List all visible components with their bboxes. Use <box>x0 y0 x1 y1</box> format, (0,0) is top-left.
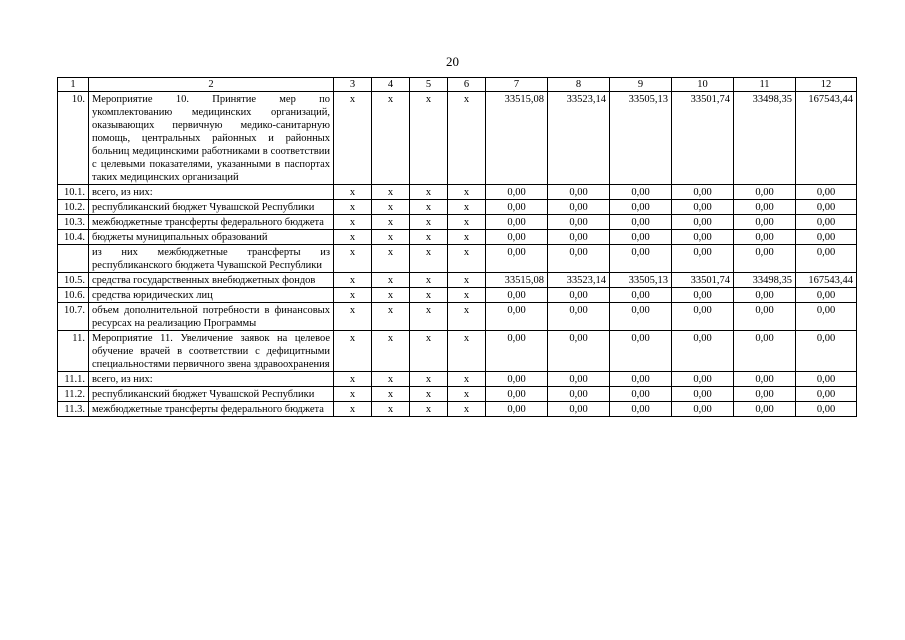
row-number-cell: 10.6. <box>58 288 89 303</box>
table-row <box>58 200 857 215</box>
column-header: 10 <box>672 78 734 92</box>
code-cell: х <box>334 215 372 230</box>
column-header: 3 <box>334 78 372 92</box>
code-cell: х <box>334 245 372 273</box>
amount-cell: 0,00 <box>486 303 548 331</box>
row-number-cell: 10.1. <box>58 185 89 200</box>
amount-cell: 0,00 <box>734 200 796 215</box>
code-cell: х <box>372 331 410 372</box>
column-header: 1 <box>58 78 89 92</box>
amount-cell: 0,00 <box>672 288 734 303</box>
amount-cell: 0,00 <box>610 230 672 245</box>
amount-cell: 0,00 <box>796 245 857 273</box>
table-row <box>58 215 857 230</box>
row-name-cell: межбюджетные трансферты федерального бюджета <box>89 215 334 230</box>
code-cell: х <box>448 331 486 372</box>
code-cell: х <box>448 288 486 303</box>
code-cell: х <box>334 185 372 200</box>
row-name-cell: межбюджетные трансферты федерального бюджета <box>89 402 334 417</box>
column-header: 8 <box>548 78 610 92</box>
amount-cell: 0,00 <box>796 303 857 331</box>
code-cell: х <box>372 92 410 185</box>
row-name-cell: всего, из них: <box>89 372 334 387</box>
code-cell: х <box>372 372 410 387</box>
amount-cell: 0,00 <box>486 372 548 387</box>
code-cell: х <box>410 387 448 402</box>
amount-cell: 0,00 <box>486 288 548 303</box>
amount-cell: 0,00 <box>796 331 857 372</box>
amount-cell: 0,00 <box>548 288 610 303</box>
amount-cell: 0,00 <box>610 185 672 200</box>
row-number-cell: 10.2. <box>58 200 89 215</box>
amount-cell: 0,00 <box>486 402 548 417</box>
code-cell: х <box>372 303 410 331</box>
row-number-cell <box>58 245 89 273</box>
row-name-cell: объем дополнительной потребности в финансовых ресурсах на реализацию Программы <box>89 303 334 331</box>
table-row <box>58 372 857 387</box>
amount-cell: 33505,13 <box>610 273 672 288</box>
amount-cell: 33523,14 <box>548 273 610 288</box>
amount-cell: 0,00 <box>796 200 857 215</box>
table-row <box>58 92 857 185</box>
row-name-cell: средства государственных внебюджетных фондов <box>89 273 334 288</box>
amount-cell: 0,00 <box>796 185 857 200</box>
table-body <box>58 78 857 417</box>
code-cell: х <box>410 230 448 245</box>
amount-cell: 0,00 <box>734 245 796 273</box>
budget-table <box>57 77 857 417</box>
code-cell: х <box>448 387 486 402</box>
amount-cell: 0,00 <box>548 402 610 417</box>
amount-cell: 33505,13 <box>610 92 672 185</box>
row-name-cell: из них межбюджетные трансферты из республиканского бюджета Чувашской Республики <box>89 245 334 273</box>
code-cell: х <box>334 387 372 402</box>
amount-cell: 167543,44 <box>796 92 857 185</box>
code-cell: х <box>410 288 448 303</box>
table-row <box>58 245 857 273</box>
amount-cell: 0,00 <box>734 372 796 387</box>
column-header: 12 <box>796 78 857 92</box>
amount-cell: 0,00 <box>548 331 610 372</box>
amount-cell: 0,00 <box>548 387 610 402</box>
code-cell: х <box>410 92 448 185</box>
row-number-cell: 11.3. <box>58 402 89 417</box>
table-row <box>58 273 857 288</box>
code-cell: х <box>334 200 372 215</box>
amount-cell: 0,00 <box>548 185 610 200</box>
table-row <box>58 402 857 417</box>
table-row <box>58 387 857 402</box>
amount-cell: 0,00 <box>548 215 610 230</box>
amount-cell: 0,00 <box>486 230 548 245</box>
row-number-cell: 10.3. <box>58 215 89 230</box>
code-cell: х <box>334 273 372 288</box>
amount-cell: 0,00 <box>734 215 796 230</box>
code-cell: х <box>334 303 372 331</box>
row-number-cell: 10.5. <box>58 273 89 288</box>
row-number-cell: 11.1. <box>58 372 89 387</box>
code-cell: х <box>448 402 486 417</box>
row-number-cell: 10.4. <box>58 230 89 245</box>
column-header: 4 <box>372 78 410 92</box>
amount-cell: 0,00 <box>734 331 796 372</box>
amount-cell: 0,00 <box>486 215 548 230</box>
code-cell: х <box>448 273 486 288</box>
code-cell: х <box>410 372 448 387</box>
code-cell: х <box>410 331 448 372</box>
amount-cell: 0,00 <box>486 387 548 402</box>
code-cell: х <box>372 215 410 230</box>
row-number-cell: 11. <box>58 331 89 372</box>
code-cell: х <box>334 402 372 417</box>
code-cell: х <box>372 273 410 288</box>
code-cell: х <box>372 402 410 417</box>
amount-cell: 0,00 <box>796 387 857 402</box>
amount-cell: 0,00 <box>796 372 857 387</box>
page-number: 20 <box>446 54 459 69</box>
code-cell: х <box>334 288 372 303</box>
amount-cell: 0,00 <box>548 303 610 331</box>
amount-cell: 0,00 <box>672 402 734 417</box>
code-cell: х <box>334 92 372 185</box>
amount-cell: 0,00 <box>610 215 672 230</box>
amount-cell: 0,00 <box>734 387 796 402</box>
amount-cell: 0,00 <box>672 387 734 402</box>
code-cell: х <box>448 215 486 230</box>
column-header: 2 <box>89 78 334 92</box>
row-name-cell: средства юридических лиц <box>89 288 334 303</box>
amount-cell: 0,00 <box>486 200 548 215</box>
code-cell: х <box>448 303 486 331</box>
amount-cell: 0,00 <box>610 303 672 331</box>
amount-cell: 0,00 <box>796 215 857 230</box>
amount-cell: 0,00 <box>734 303 796 331</box>
code-cell: х <box>448 245 486 273</box>
table-row <box>58 303 857 331</box>
amount-cell: 0,00 <box>610 372 672 387</box>
amount-cell: 0,00 <box>672 230 734 245</box>
code-cell: х <box>410 245 448 273</box>
amount-cell: 0,00 <box>672 185 734 200</box>
amount-cell: 0,00 <box>548 245 610 273</box>
row-number-cell: 10. <box>58 92 89 185</box>
amount-cell: 0,00 <box>486 331 548 372</box>
amount-cell: 0,00 <box>734 185 796 200</box>
table-row <box>58 288 857 303</box>
amount-cell: 0,00 <box>734 288 796 303</box>
amount-cell: 0,00 <box>672 372 734 387</box>
code-cell: х <box>410 215 448 230</box>
amount-cell: 33498,35 <box>734 92 796 185</box>
code-cell: х <box>410 402 448 417</box>
code-cell: х <box>448 230 486 245</box>
amount-cell: 33501,74 <box>672 273 734 288</box>
code-cell: х <box>334 372 372 387</box>
code-cell: х <box>448 200 486 215</box>
amount-cell: 0,00 <box>610 200 672 215</box>
code-cell: х <box>410 200 448 215</box>
table-row <box>58 185 857 200</box>
amount-cell: 33515,08 <box>486 273 548 288</box>
column-header: 7 <box>486 78 548 92</box>
code-cell: х <box>410 303 448 331</box>
amount-cell: 33498,35 <box>734 273 796 288</box>
column-header: 5 <box>410 78 448 92</box>
code-cell: х <box>410 185 448 200</box>
amount-cell: 0,00 <box>672 303 734 331</box>
code-cell: х <box>372 288 410 303</box>
column-header: 6 <box>448 78 486 92</box>
column-header: 9 <box>610 78 672 92</box>
row-number-cell: 11.2. <box>58 387 89 402</box>
code-cell: х <box>372 245 410 273</box>
header-row <box>58 78 857 92</box>
amount-cell: 0,00 <box>610 288 672 303</box>
amount-cell: 0,00 <box>672 200 734 215</box>
amount-cell: 0,00 <box>796 288 857 303</box>
amount-cell: 0,00 <box>672 245 734 273</box>
code-cell: х <box>372 387 410 402</box>
row-name-cell: Мероприятие 10. Принятие мер по укомплектованию медицинских организаций, оказывающих первичную медико-санитарную помощь, центральных районных и районных больниц медицинскими работниками в соответствии с целевыми показателями, указанными в паспортах таких медицинских организаций <box>89 92 334 185</box>
code-cell: х <box>334 331 372 372</box>
amount-cell: 0,00 <box>548 372 610 387</box>
row-name-cell: Мероприятие 11. Увеличение заявок на целевое обучение врачей в соответствии с дефицитными специальностями первичного звена здравоохранения <box>89 331 334 372</box>
amount-cell: 0,00 <box>610 245 672 273</box>
amount-cell: 0,00 <box>486 185 548 200</box>
amount-cell: 0,00 <box>548 200 610 215</box>
code-cell: х <box>372 200 410 215</box>
row-name-cell: республиканский бюджет Чувашской Республики <box>89 200 334 215</box>
amount-cell: 0,00 <box>734 402 796 417</box>
amount-cell: 0,00 <box>734 230 796 245</box>
table-row <box>58 331 857 372</box>
table-row <box>58 230 857 245</box>
amount-cell: 0,00 <box>672 331 734 372</box>
amount-cell: 33523,14 <box>548 92 610 185</box>
code-cell: х <box>410 273 448 288</box>
amount-cell: 33501,74 <box>672 92 734 185</box>
code-cell: х <box>372 185 410 200</box>
code-cell: х <box>334 230 372 245</box>
row-name-cell: бюджеты муниципальных образований <box>89 230 334 245</box>
column-header: 11 <box>734 78 796 92</box>
amount-cell: 0,00 <box>486 245 548 273</box>
amount-cell: 33515,08 <box>486 92 548 185</box>
code-cell: х <box>448 92 486 185</box>
row-name-cell: республиканский бюджет Чувашской Республики <box>89 387 334 402</box>
row-number-cell: 10.7. <box>58 303 89 331</box>
amount-cell: 0,00 <box>610 387 672 402</box>
amount-cell: 0,00 <box>548 230 610 245</box>
amount-cell: 0,00 <box>610 402 672 417</box>
row-name-cell: всего, из них: <box>89 185 334 200</box>
code-cell: х <box>448 372 486 387</box>
amount-cell: 167543,44 <box>796 273 857 288</box>
amount-cell: 0,00 <box>796 230 857 245</box>
amount-cell: 0,00 <box>672 215 734 230</box>
code-cell: х <box>372 230 410 245</box>
amount-cell: 0,00 <box>610 331 672 372</box>
code-cell: х <box>448 185 486 200</box>
amount-cell: 0,00 <box>796 402 857 417</box>
